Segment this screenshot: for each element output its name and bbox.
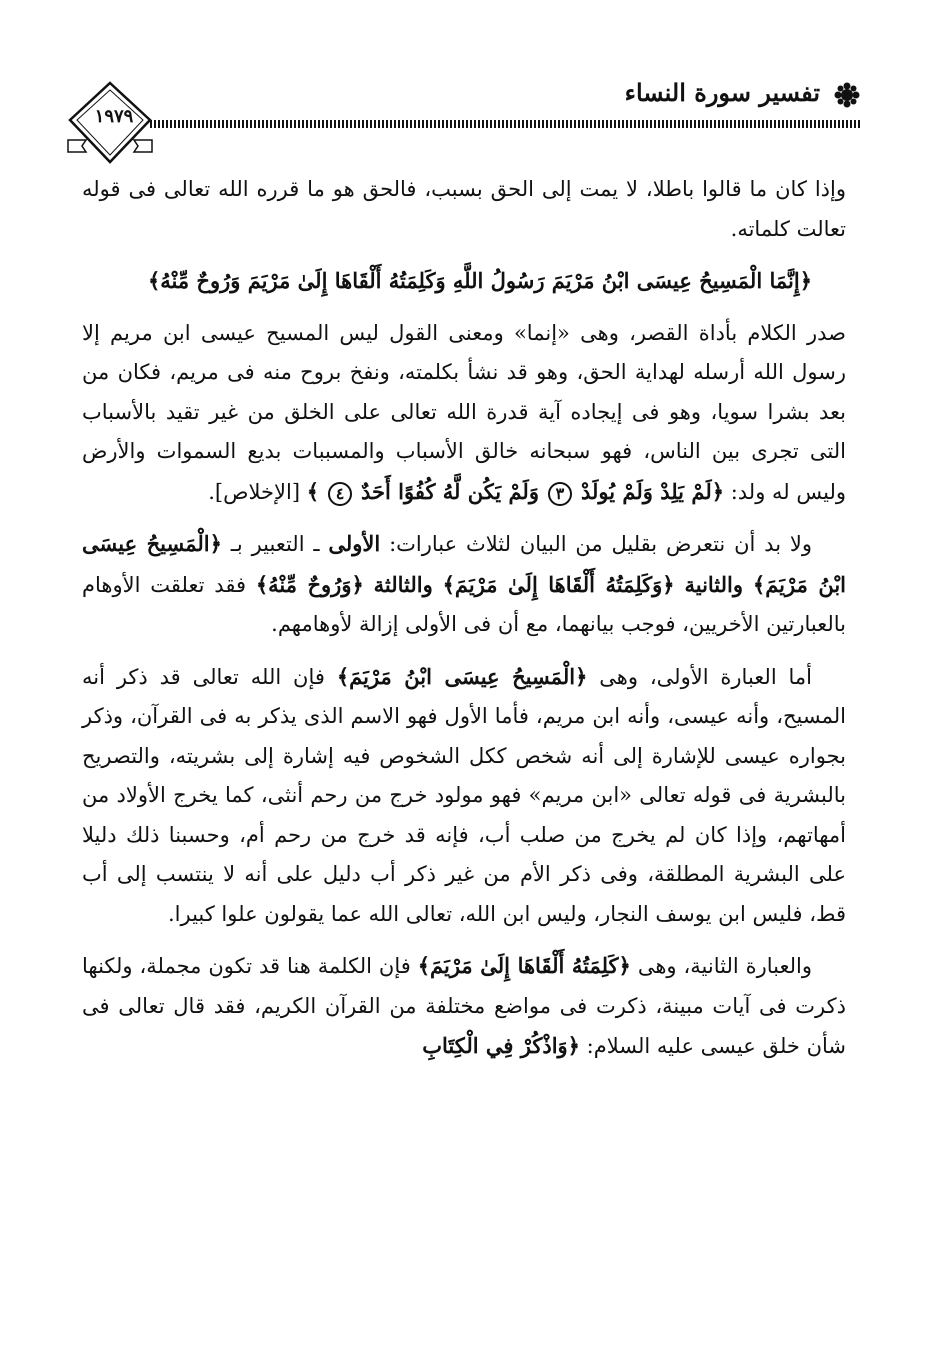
paragraph-text: فقد تعلقت الأوهام بالعبارتين الأخريين، فوجب بيانهما، مع أن فى الأولى إزالة لأوهامهم. bbox=[82, 572, 846, 636]
page-number-badge bbox=[60, 80, 160, 170]
ayah-number: ٣ bbox=[548, 482, 573, 506]
paragraph-3 bbox=[82, 524, 846, 645]
quran-verse: ﴾ bbox=[306, 478, 320, 504]
verse-line bbox=[82, 261, 846, 302]
quran-verse: ﴿الْمَسِيحُ عِيسَى ابْنُ مَرْيَمَ﴾ bbox=[82, 531, 846, 597]
flower-ornament-icon bbox=[834, 82, 860, 108]
paragraph-text: والعبارة الثانية، وهى bbox=[637, 954, 812, 978]
term-first: الأولى bbox=[328, 531, 381, 556]
page-body bbox=[82, 170, 846, 1079]
paragraph-text: فإن الله تعالى قد ذكر أنه المسيح، وأنه عيسى، وأنه ابن مريم، فأما الأول فهو الاسم الذى يذكر به فى القرآن، وذكر بجواره عيسى للإشارة إلى أنه شخص ككل الشخوص فيه إشارة إلى بشريته، والتصريح بالبشرية فى قوله تعالى «ابن مريم» فهو مولود خرج من رحم أنثى، كما يخرج الأولاد من أمهاتهم، وإذا كان لم يخرج من صلب أب، فإنه قد خرج من رحم أم، وحسبنا ذلك دليلا على البشرية المطلقة، وفى ذكر الأم من غير ذكر أب دليل على أنه لا ينتسب إلى أب قط، فليس ابن يوسف النجار، وليس ابن الله، تعالى الله عما يقولون علوا كبيرا. bbox=[82, 664, 846, 926]
surah-reference: [الإخلاص]. bbox=[208, 479, 301, 504]
quran-verse: ﴿الْمَسِيحُ عِيسَى ابْنُ مَرْيَمَ﴾ bbox=[336, 663, 588, 689]
paragraph-text: ولا بد أن نتعرض بقليل من البيان لثلاث عبارات: bbox=[389, 532, 812, 556]
paragraph-2 bbox=[82, 314, 846, 513]
term-third: والثالثة bbox=[373, 571, 433, 597]
quran-verse: ﴿لَمْ يَلِدْ وَلَمْ يُولَدْ bbox=[580, 478, 725, 504]
running-title: تفسير سورة النساء bbox=[624, 78, 820, 107]
term-second: والثانية bbox=[684, 571, 744, 597]
quran-verse: ﴿وَكَلِمَتُهُ أَلْقَاهَا إِلَىٰ مَرْيَمَ﴾ bbox=[442, 571, 675, 597]
paragraph-1 bbox=[82, 170, 846, 249]
paragraph-text: أما العبارة الأولى، وهى bbox=[599, 664, 813, 689]
paragraph-text: فإن الكلمة هنا قد تكون مجملة، ولكنها ذكرت فى آيات مبينة، ذكرت فى مواضع مختلفة من القرآن الكريم، فقد قال تعالى فى شأن خلق عيسى عليه السلام: bbox=[82, 954, 846, 1058]
page-header bbox=[60, 70, 860, 170]
header-rule bbox=[150, 120, 860, 128]
quran-verse: ﴿إِنَّمَا الْمَسِيحُ عِيسَى ابْنُ مَرْيَمَ رَسُولُ اللَّهِ وَكَلِمَتُهُ أَلْقَاهَا إِلَىٰ مَرْيَمَ وَرُوحٌ مِّنْهُ﴾ bbox=[147, 268, 812, 293]
page-number: ١٩٧٩ bbox=[94, 106, 134, 127]
paragraph-text: وإذا كان ما قالوا باطلا، لا يمت إلى الحق بسبب، فالحق هو ما قرره الله تعالى فى قوله تعالت كلماته. bbox=[82, 177, 847, 241]
paragraph-text: ـ التعبير بـ bbox=[230, 532, 320, 556]
paragraph-text: صدر الكلام بأداة القصر، وهى «إنما» ومعنى القول ليس المسيح عيسى ابن مريم إلا رسول الله أرسله لهداية الحق، وهو قد نشأ بكلمته، ونفخ بروح منه فى مريم، فكان من بعد بشرا سويا، وهو فى إيجاده آية قدرة الله تعالى على الخلق من غير تقيد بالأسباب التى تجرى بين الناس، فهو سبحانه خالق الأسباب والمسببات بديع السموات والأرض وليس له ولد: bbox=[82, 320, 846, 504]
quran-verse: ﴿وَرُوحٌ مِّنْهُ﴾ bbox=[255, 571, 364, 597]
quran-verse: وَلَمْ يَكُن لَّهُ كُفُوًا أَحَدٌ bbox=[360, 478, 539, 504]
quran-verse: ﴿كَلِمَتُهُ أَلْقَاهَا إِلَىٰ مَرْيَمَ﴾ bbox=[417, 953, 631, 978]
quran-verse: ﴿وَاذْكُرْ فِي الْكِتَابِ bbox=[422, 1033, 580, 1058]
paragraph-4 bbox=[82, 657, 846, 935]
paragraph-5 bbox=[82, 946, 846, 1067]
ayah-number: ٤ bbox=[328, 482, 353, 506]
